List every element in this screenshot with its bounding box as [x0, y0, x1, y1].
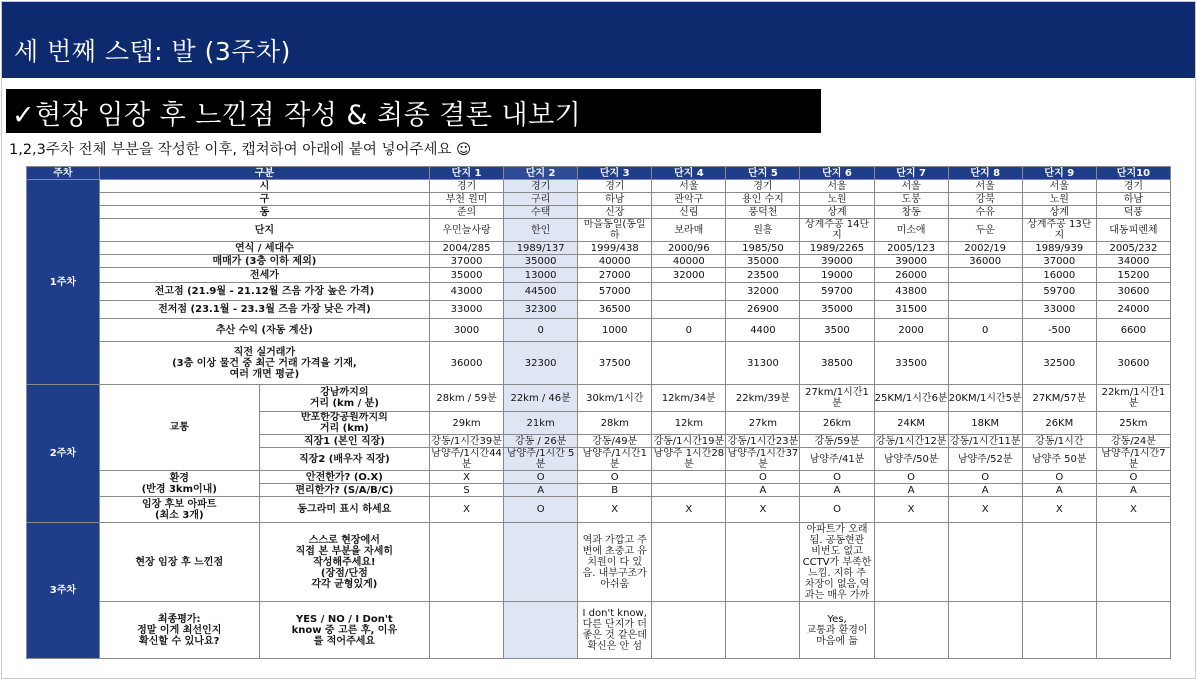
value-cell: 남양주/52분 — [948, 448, 1022, 471]
value-cell — [726, 602, 800, 659]
group-label: 환경 (반경 3km이내) — [99, 471, 259, 497]
value-cell: 3500 — [800, 319, 874, 342]
value-cell: 아파트가 오래 됨. 공동현관 비번도 없고 CCTV가 부족한 느낌. 지하 주 차장이 없음,역 과는 매우 가까 — [800, 523, 874, 602]
value-cell: 덕풍 — [1096, 206, 1170, 219]
value-cell: 서울 — [948, 180, 1022, 193]
value-cell: 22km/1시간1분 — [1096, 385, 1170, 412]
value-cell: 준의 — [430, 206, 504, 219]
complex-header: 단지 3 — [578, 167, 652, 180]
value-cell: 22km / 46분 — [504, 385, 578, 412]
group-label: 임장 후보 아파트 (최소 3개) — [99, 497, 259, 523]
value-cell: 하남 — [1096, 193, 1170, 206]
value-cell: 35000 — [504, 255, 578, 268]
value-cell: X — [1096, 497, 1170, 523]
row-label: 안전한가? (O.X) — [259, 471, 429, 484]
value-cell: X — [578, 497, 652, 523]
value-cell: 43800 — [874, 283, 948, 301]
value-cell: 33000 — [1022, 301, 1096, 319]
value-cell: 남양주 50분 — [1022, 448, 1096, 471]
value-cell: 남양주/1시간44분 — [431, 448, 502, 470]
value-cell: 0 — [652, 319, 726, 342]
value-cell: 28km — [578, 412, 652, 435]
slide — [1, 1, 1196, 679]
value-cell — [948, 523, 1022, 602]
value-cell: 2005/232 — [1096, 242, 1170, 255]
value-cell — [948, 301, 1022, 319]
value-cell: 59700 — [1022, 283, 1096, 301]
value-cell: X — [948, 497, 1022, 523]
value-cell: 1989/137 — [504, 242, 578, 255]
value-cell: 19000 — [800, 268, 874, 283]
table-row — [27, 319, 1171, 342]
value-cell: 대동피렌체 — [1096, 219, 1170, 242]
value-cell — [948, 602, 1022, 659]
value-cell — [504, 602, 578, 659]
value-cell — [1096, 523, 1170, 602]
value-cell: 33500 — [874, 342, 948, 385]
value-cell: 상계주공 13단지 — [1022, 219, 1096, 242]
value-cell: 신림 — [652, 206, 726, 219]
value-cell: A — [948, 484, 1022, 497]
table-row — [27, 471, 1171, 484]
value-cell: 4400 — [726, 319, 800, 342]
value-cell: 18KM — [948, 412, 1022, 435]
value-cell: S — [430, 484, 504, 497]
value-cell — [652, 301, 726, 319]
row-label: 단지 — [99, 219, 429, 242]
value-cell: 1989/939 — [1022, 242, 1096, 255]
value-cell: 부천 원미 — [430, 193, 504, 206]
value-cell: 경기 — [578, 180, 652, 193]
row-label: 구 — [99, 193, 429, 206]
value-cell — [948, 342, 1022, 385]
value-cell: O — [948, 471, 1022, 484]
value-cell: 32500 — [1022, 342, 1096, 385]
value-cell: 30600 — [1096, 283, 1170, 301]
value-cell: -500 — [1022, 319, 1096, 342]
value-cell: 강동/1시간19분 — [653, 435, 725, 447]
value-cell: 경기 — [430, 180, 504, 193]
value-cell: 37000 — [430, 255, 504, 268]
row-label: YES / NO / I Don't know 중 고른 후, 이유 를 적어주세요 — [259, 602, 429, 659]
row-label: 연식 / 세대수 — [99, 242, 429, 255]
value-cell: 미소애 — [874, 219, 948, 242]
value-cell: 신장 — [578, 206, 652, 219]
value-cell: O — [1022, 471, 1096, 484]
table-row — [27, 283, 1171, 301]
value-cell: 37500 — [578, 342, 652, 385]
value-cell: 35000 — [430, 268, 504, 283]
value-cell: 30km/1시간 — [578, 385, 652, 412]
value-cell: 27km — [726, 412, 800, 435]
row-label: 편리한가? (S/A/B/C) — [259, 484, 429, 497]
value-cell: 25KM/1시간6분 — [874, 385, 948, 412]
value-cell: 도봉 — [874, 193, 948, 206]
value-cell: 40000 — [578, 255, 652, 268]
value-cell: A — [800, 484, 874, 497]
value-cell: 노원 — [800, 193, 874, 206]
value-cell: 34000 — [1096, 255, 1170, 268]
row-label: 직전 실거래가 (3층 이상 물건 중 최근 거래 가격을 기재, 여러 개면 평균) — [99, 342, 429, 385]
value-cell: X — [430, 471, 504, 484]
value-cell: 27km/1시간1분 — [800, 385, 874, 412]
row-label: 강남까지의 거리 (km / 분) — [259, 385, 429, 412]
complex-header: 단지 4 — [652, 167, 726, 180]
value-cell: 25km — [1096, 412, 1170, 435]
value-cell: 0 — [504, 319, 578, 342]
value-cell: 16000 — [1022, 268, 1096, 283]
value-cell — [652, 471, 726, 484]
table-row — [27, 206, 1171, 219]
table-row — [27, 193, 1171, 206]
value-cell: 21km — [504, 412, 578, 435]
complex-header: 단지 5 — [726, 167, 800, 180]
value-cell: A — [874, 484, 948, 497]
table-row — [27, 219, 1171, 242]
value-cell: 원흥 — [726, 219, 800, 242]
value-cell: 40000 — [652, 255, 726, 268]
complex-header: 단지 6 — [800, 167, 874, 180]
value-cell: 32000 — [726, 283, 800, 301]
value-cell: 12km — [652, 412, 726, 435]
table-header-row — [27, 167, 1171, 180]
value-cell — [948, 283, 1022, 301]
value-cell: 보라매 — [652, 219, 726, 242]
row-label: 반포한강공원까지의 거리 (km) — [259, 412, 429, 435]
value-cell: 13000 — [504, 268, 578, 283]
row-label: 시 — [99, 180, 429, 193]
value-cell: 용인 수지 — [726, 193, 800, 206]
value-cell: 2000 — [874, 319, 948, 342]
value-cell — [430, 523, 504, 602]
value-cell: 창동 — [874, 206, 948, 219]
table-row — [27, 342, 1171, 385]
value-cell: 상계주공 14단지 — [800, 219, 874, 242]
value-cell: 27KM/57분 — [1022, 385, 1096, 412]
value-cell — [652, 283, 726, 301]
value-cell: 26000 — [874, 268, 948, 283]
header-bar — [2, 2, 1195, 78]
value-cell: 하남 — [578, 193, 652, 206]
value-cell: 남양주/1시간1분 — [578, 448, 652, 471]
value-cell: 1999/438 — [578, 242, 652, 255]
value-cell: 29km — [430, 412, 504, 435]
value-cell: 강동/1시간23분 — [727, 435, 799, 447]
table-row — [27, 497, 1171, 523]
value-cell: 관악구 — [652, 193, 726, 206]
value-cell: 26km — [800, 412, 874, 435]
row-label: 직장2 (배우자 직장) — [259, 448, 429, 471]
value-cell: 6600 — [1096, 319, 1170, 342]
value-cell: B — [578, 484, 652, 497]
value-cell: 28km / 59분 — [430, 385, 504, 412]
value-cell: 강동/1시간39분 — [431, 435, 502, 447]
value-cell: 36500 — [578, 301, 652, 319]
value-cell: 남양주/1시간7분 — [1096, 448, 1170, 471]
table-row — [27, 268, 1171, 283]
value-cell: X — [874, 497, 948, 523]
value-cell: O — [504, 497, 578, 523]
value-cell — [652, 523, 726, 602]
value-cell: O — [874, 471, 948, 484]
table-row — [27, 242, 1171, 255]
value-cell: 한인 — [504, 219, 578, 242]
value-cell: 2005/123 — [874, 242, 948, 255]
value-cell: 39000 — [800, 255, 874, 268]
value-cell: O — [578, 471, 652, 484]
complex-header: 단지 1 — [430, 167, 504, 180]
value-cell: O — [504, 471, 578, 484]
row-label: 동그라미 표시 하세요 — [259, 497, 429, 523]
row-label: 직장1 (본인 직장) — [259, 435, 429, 448]
complex-header: 단지 8 — [948, 167, 1022, 180]
value-cell — [948, 268, 1022, 283]
value-cell: 1000 — [578, 319, 652, 342]
value-cell: 24KM — [874, 412, 948, 435]
value-cell: 두운 — [948, 219, 1022, 242]
value-cell: 수택 — [504, 206, 578, 219]
week-label: 3주차 — [27, 523, 100, 659]
value-cell: A — [504, 484, 578, 497]
week-header: 주차 — [27, 167, 100, 180]
value-cell: 0 — [948, 319, 1022, 342]
instruction-text: 1,2,3주차 전체 부분을 작성한 이후, 캡쳐하여 아래에 붙여 넣어주세요 ☺ — [9, 142, 472, 158]
complex-header: 단지 9 — [1022, 167, 1096, 180]
value-cell: 23500 — [726, 268, 800, 283]
value-cell: 2000/96 — [652, 242, 726, 255]
value-cell: 서울 — [652, 180, 726, 193]
row-label: 전고점 (21.9월 - 21.12월 즈음 가장 높은 가격) — [99, 283, 429, 301]
value-cell: A — [726, 484, 800, 497]
value-cell — [1022, 602, 1096, 659]
value-cell: 서울 — [1022, 180, 1096, 193]
value-cell: 24000 — [1096, 301, 1170, 319]
value-cell: 경기 — [504, 180, 578, 193]
value-cell: 12km/34분 — [652, 385, 726, 412]
value-cell: 상계 — [800, 206, 874, 219]
table-row — [27, 602, 1171, 659]
value-cell: 마을동일(동일 하 — [578, 219, 652, 242]
value-cell: 경기 — [726, 180, 800, 193]
value-cell: 강동/49분 — [578, 435, 652, 448]
value-cell: 노원 — [1022, 193, 1096, 206]
row-label: 동 — [99, 206, 429, 219]
value-cell: Yes, 교통과 환경이 마음에 듦 — [800, 602, 874, 659]
value-cell: 57000 — [578, 283, 652, 301]
row-label: 스스로 현장에서 직접 본 부분을 자세히 작성해주세요! (장점/단점 각각 균형있게) — [259, 523, 429, 602]
value-cell: 27000 — [578, 268, 652, 283]
value-cell: 강동/1시간12분 — [875, 435, 947, 447]
value-cell: 상계 — [1022, 206, 1096, 219]
value-cell — [504, 523, 578, 602]
week-label: 1주차 — [27, 180, 100, 385]
value-cell: 남양주/41분 — [800, 448, 874, 471]
row-label: 전세가 — [99, 268, 429, 283]
group-label: 현장 임장 후 느낀점 — [99, 523, 259, 602]
value-cell — [652, 484, 726, 497]
page-title: 세 번째 스텝: 발 (3주차) — [14, 37, 291, 66]
value-cell: 31500 — [874, 301, 948, 319]
row-label: 추산 수익 (자동 계산) — [99, 319, 429, 342]
value-cell: 59700 — [800, 283, 874, 301]
category-header: 구분 — [99, 167, 429, 180]
value-cell: 38500 — [800, 342, 874, 385]
value-cell: X — [1022, 497, 1096, 523]
value-cell: 26900 — [726, 301, 800, 319]
value-cell: 44500 — [504, 283, 578, 301]
value-cell: 32000 — [652, 268, 726, 283]
value-cell: 강동/59분 — [800, 435, 874, 448]
value-cell: 1985/50 — [726, 242, 800, 255]
value-cell: 26KM — [1022, 412, 1096, 435]
value-cell: 서울 — [800, 180, 874, 193]
value-cell: 강동/24분 — [1096, 435, 1170, 448]
value-cell — [1022, 523, 1096, 602]
value-cell — [726, 523, 800, 602]
value-cell: 강동/1시간 — [1022, 435, 1096, 448]
table-row — [27, 180, 1171, 193]
value-cell: 역과 가깝고 주 변에 초중고 유 치원이 다 있 음. 내부구조가 아쉬움 — [578, 523, 652, 602]
value-cell: 서울 — [874, 180, 948, 193]
value-cell: 2002/19 — [948, 242, 1022, 255]
value-cell — [652, 602, 726, 659]
value-cell: 35000 — [726, 255, 800, 268]
value-cell: 남양주/1시간 5분 — [504, 448, 578, 471]
section-title: ✓현장 임장 후 느낀점 작성 & 최종 결론 내보기 — [12, 100, 582, 131]
value-cell — [874, 523, 948, 602]
value-cell: O — [726, 471, 800, 484]
value-cell — [1096, 602, 1170, 659]
value-cell: 43000 — [430, 283, 504, 301]
value-cell: 32300 — [504, 301, 578, 319]
value-cell: 31300 — [726, 342, 800, 385]
value-cell — [874, 602, 948, 659]
table-row — [27, 255, 1171, 268]
value-cell: 39000 — [874, 255, 948, 268]
value-cell: I don't know, 다른 단지가 더 좋은 것 같은데 확신은 안 섬 — [578, 602, 652, 659]
value-cell: 경기 — [1096, 180, 1170, 193]
value-cell: 남양주/50분 — [874, 448, 948, 471]
complex-header: 단지10 — [1096, 167, 1170, 180]
value-cell: 30600 — [1096, 342, 1170, 385]
row-label: 매매가 (3층 이하 제외) — [99, 255, 429, 268]
value-cell: A — [1096, 484, 1170, 497]
table-row — [27, 301, 1171, 319]
value-cell: 풍덕천 — [726, 206, 800, 219]
group-label: 최종평가: 정말 이게 최선인지 확신할 수 있나요? — [99, 602, 259, 659]
value-cell: 1989/2265 — [800, 242, 874, 255]
worksheet-table — [26, 166, 1171, 659]
value-cell: 강동 / 26분 — [504, 435, 578, 448]
complex-header: 단지 7 — [874, 167, 948, 180]
value-cell: 3000 — [430, 319, 504, 342]
value-cell: A — [1022, 484, 1096, 497]
value-cell: 33000 — [430, 301, 504, 319]
table-row — [27, 523, 1171, 602]
value-cell: 36000 — [948, 255, 1022, 268]
value-cell: 강북 — [948, 193, 1022, 206]
value-cell: 37000 — [1022, 255, 1096, 268]
value-cell: O — [800, 471, 874, 484]
value-cell: 15200 — [1096, 268, 1170, 283]
row-label: 전저점 (23.1월 - 23.3월 즈음 가장 낮은 가격) — [99, 301, 429, 319]
value-cell: 강동/1시간11분 — [949, 435, 1021, 447]
value-cell — [652, 342, 726, 385]
value-cell: X — [652, 497, 726, 523]
value-cell: 2004/285 — [430, 242, 504, 255]
week-label: 2주차 — [27, 385, 100, 523]
value-cell: X — [726, 497, 800, 523]
value-cell: 22km/39분 — [726, 385, 800, 412]
value-cell: O — [800, 497, 874, 523]
value-cell: 구리 — [504, 193, 578, 206]
value-cell: 수유 — [948, 206, 1022, 219]
group-label: 교통 — [99, 385, 259, 471]
table-row — [27, 385, 1171, 412]
value-cell: 우민늘사랑 — [430, 219, 504, 242]
value-cell: 35000 — [800, 301, 874, 319]
value-cell — [430, 602, 504, 659]
value-cell: O — [1096, 471, 1170, 484]
complex-header: 단지 2 — [504, 167, 578, 180]
value-cell: 32300 — [504, 342, 578, 385]
value-cell: 남양주/1시간37분 — [727, 448, 799, 470]
value-cell: X — [430, 497, 504, 523]
value-cell: 20KM/1시간5분 — [948, 385, 1022, 412]
value-cell: 남양주 1시간28분 — [653, 448, 725, 470]
value-cell: 36000 — [430, 342, 504, 385]
section-banner — [6, 89, 821, 133]
